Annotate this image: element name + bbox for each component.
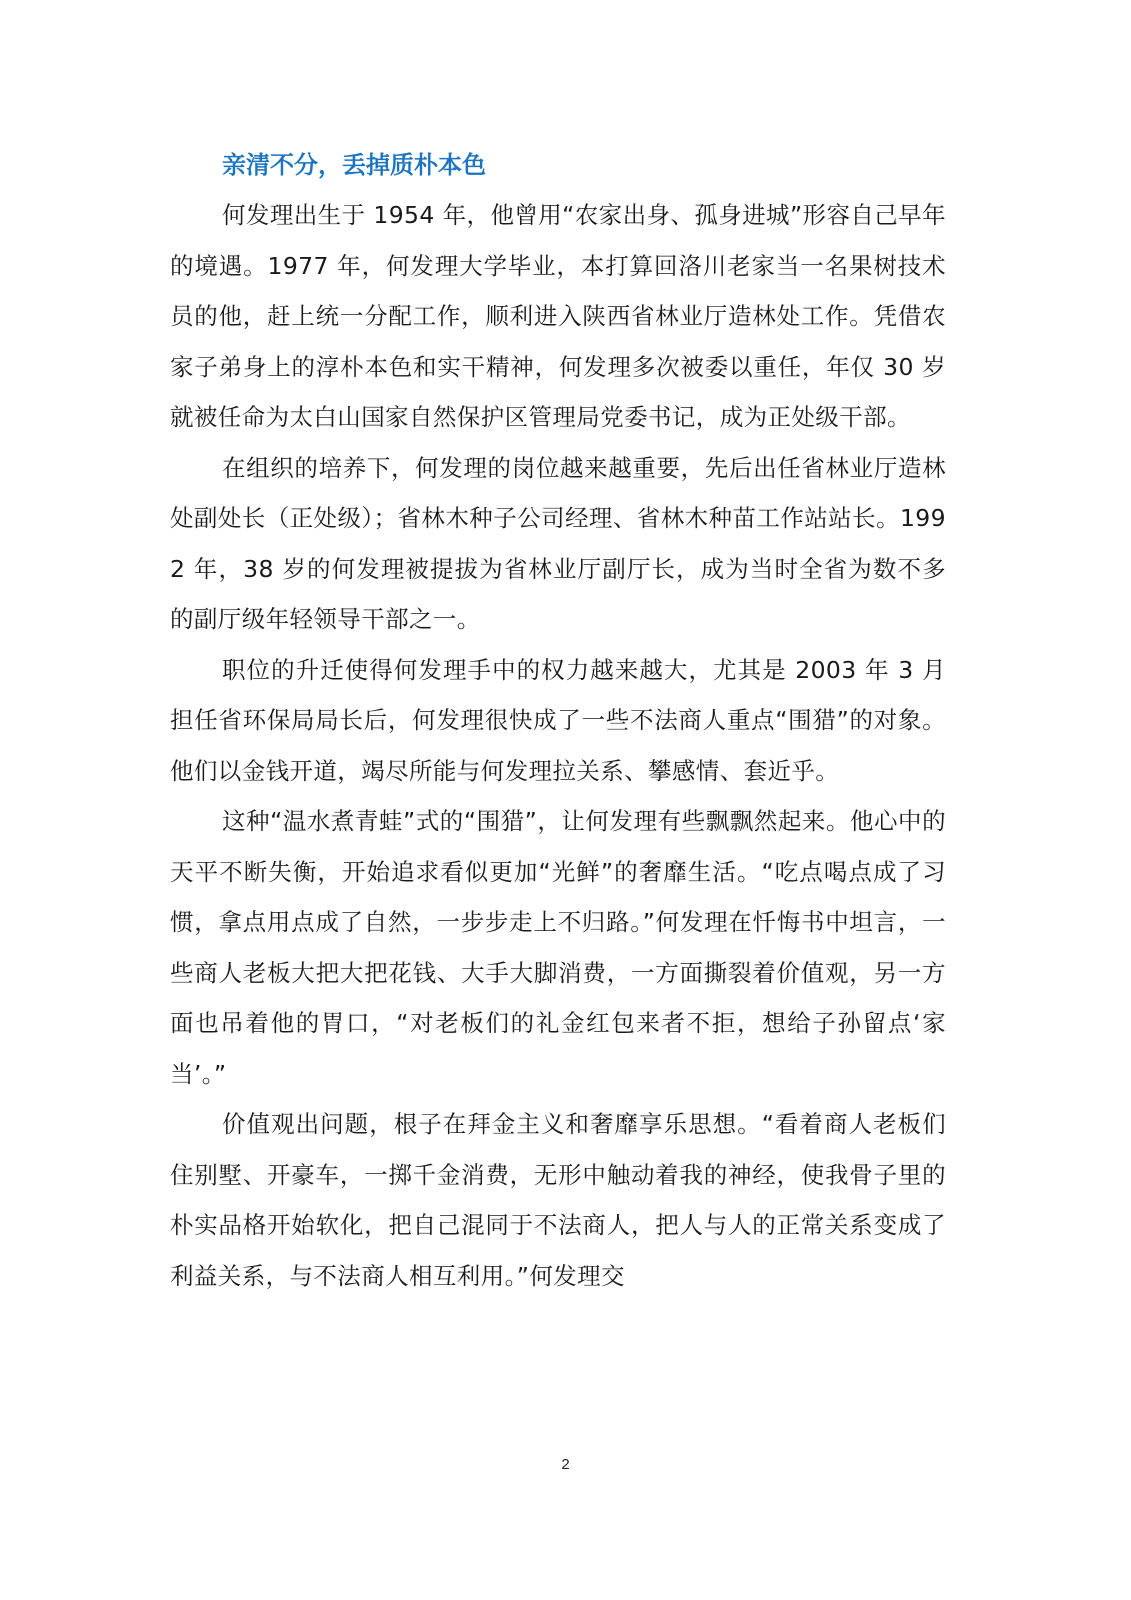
- section-heading: 亲清不分，丢掉质朴本色: [222, 151, 486, 179]
- paragraph: 这种“温水煮青蛙”式的“围猎”，让何发理有些飘飘然起来。他心中的天平不断失衡，开始追求看似更加“光鲜”的奢靡生活。“吃点喝点成了习惯，拿点用点成了自然，一步步走上不归路。”何发理在忏悔书中坦言，一些商人老板大把大把花钱、大手大脚消费，一方面撕裂着价值观，另一方面也吊着他的胃口，“对老板们的礼金红包来者不拒，想给子孙留点‘家当’。”: [170, 807, 946, 1088]
- paragraph: 价值观出问题，根子在拜金主义和奢靡享乐思想。“看着商人老板们住别墅、开豪车，一掷千金消费，无形中触动着我的神经，使我骨子里的朴实品格开始软化，把自己混同于不法商人，把人与人的正常关系变成了利益关系，与不法商人相互利用。”何发理交: [170, 1110, 946, 1290]
- paragraph: 职位的升迁使得何发理手中的权力越来越大，尤其是 2003 年 3 月担任省环保局局长后，何发理很快成了一些不法商人重点“围猎”的对象。他们以金钱开道，竭尽所能与何发理拉关系、攀感情、套近乎。: [170, 655, 946, 785]
- paragraph: 何发理出生于 1954 年，他曾用“农家出身、孤身进城”形容自己早年的境遇。1977 年，何发理大学毕业，本打算回洛川老家当一名果树技术员的他，赶上统一分配工作，顺利进入陕西省林业厅造林处工作。凭借农家子弟身上的淳朴本色和实干精神，何发理多次被委以重任，年仅 30 岁就被任命为太白山国家自然保护区管理局党委书记，成为正处级干部。: [170, 201, 946, 431]
- paragraph: 在组织的培养下，何发理的岗位越来越重要，先后出任省林业厅造林处副处长（正处级）；省林木种子公司经理、省林木种苗工作站站长。1992 年，38 岁的何发理被提拔为省林业厅副厅长，成为当时全省为数不多的副厅级年轻领导干部之一。: [170, 453, 946, 633]
- page-number: 2: [561, 1456, 570, 1473]
- page-content: [170, 140, 946, 1301]
